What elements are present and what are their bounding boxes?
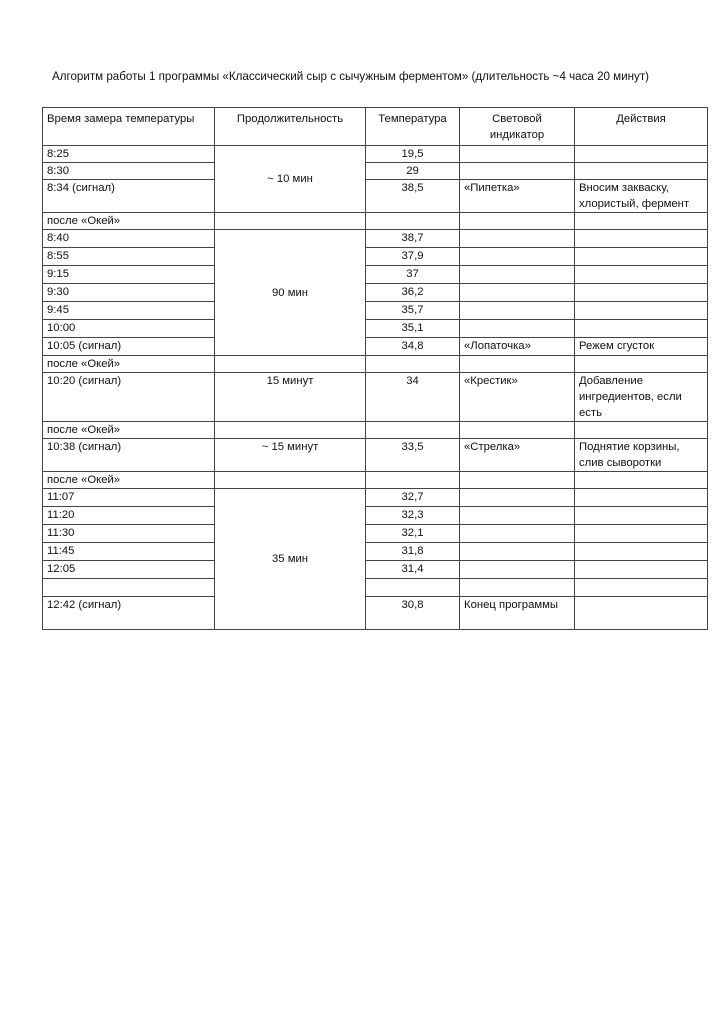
table-row xyxy=(43,163,708,180)
table-row xyxy=(43,561,708,579)
cell-temp: 38,7 xyxy=(366,230,460,248)
cell-temp xyxy=(366,422,460,439)
cell-duration: 90 мин xyxy=(215,230,366,356)
cell-temp: 35,1 xyxy=(366,320,460,338)
cell-time: 10:20 (сигнал) xyxy=(43,373,215,422)
cell-duration-empty xyxy=(215,356,366,373)
cell-temp: 34 xyxy=(366,373,460,422)
cell-temp: 32,3 xyxy=(366,507,460,525)
cell-temp: 36,2 xyxy=(366,284,460,302)
cell-temp: 34,8 xyxy=(366,338,460,356)
cell-time: 8:25 xyxy=(43,146,215,163)
cell-indicator xyxy=(460,356,575,373)
cell-temp xyxy=(366,356,460,373)
cell-indicator: Конец программы xyxy=(460,597,575,630)
cell-action xyxy=(575,561,708,579)
table-row xyxy=(43,230,708,248)
cell-time: 11:07 xyxy=(43,489,215,507)
cell-temp: 19,5 xyxy=(366,146,460,163)
table-header-row xyxy=(43,108,708,146)
cell-action xyxy=(575,248,708,266)
table-row xyxy=(43,422,708,439)
table-row xyxy=(43,439,708,472)
cell-action xyxy=(575,579,708,597)
cell-temp: 35,7 xyxy=(366,302,460,320)
cell-action: Режем сгусток xyxy=(575,338,708,356)
cell-time: после «Окей» xyxy=(43,213,215,230)
cell-indicator xyxy=(460,146,575,163)
header-duration: Продолжительность xyxy=(215,108,366,146)
cell-action xyxy=(575,146,708,163)
table-row xyxy=(43,213,708,230)
table-row xyxy=(43,302,708,320)
cell-action xyxy=(575,230,708,248)
cell-action xyxy=(575,302,708,320)
cell-time: 8:55 xyxy=(43,248,215,266)
cell-indicator xyxy=(460,284,575,302)
cell-duration: 15 минут xyxy=(215,373,366,422)
cell-temp: 32,1 xyxy=(366,525,460,543)
cell-indicator xyxy=(460,525,575,543)
table-row xyxy=(43,320,708,338)
cell-time: 9:30 xyxy=(43,284,215,302)
cell-action xyxy=(575,525,708,543)
header-indicator: Световой индикатор xyxy=(460,108,575,146)
cell-indicator xyxy=(460,472,575,489)
cell-indicator xyxy=(460,489,575,507)
cell-indicator xyxy=(460,163,575,180)
cell-indicator: «Лопаточка» xyxy=(460,338,575,356)
header-actions: Действия xyxy=(575,108,708,146)
cell-duration: ~ 15 минут xyxy=(215,439,366,472)
cell-action: Поднятие корзины, слив сыворотки xyxy=(575,439,708,472)
cell-action xyxy=(575,543,708,561)
cell-temp: 31,4 xyxy=(366,561,460,579)
table-row xyxy=(43,489,708,507)
cell-time: 11:45 xyxy=(43,543,215,561)
cell-duration-empty xyxy=(215,472,366,489)
table-row xyxy=(43,266,708,284)
cell-action xyxy=(575,356,708,373)
cell-action xyxy=(575,489,708,507)
cell-time: после «Окей» xyxy=(43,472,215,489)
cell-temp xyxy=(366,579,460,597)
table-row xyxy=(43,248,708,266)
cell-indicator xyxy=(460,422,575,439)
cell-duration-empty xyxy=(215,213,366,230)
cell-indicator: «Стрелка» xyxy=(460,439,575,472)
cell-indicator xyxy=(460,320,575,338)
table-row xyxy=(43,338,708,356)
cell-time: 8:34 (сигнал) xyxy=(43,180,215,213)
cell-action xyxy=(575,266,708,284)
cell-temp: 37 xyxy=(366,266,460,284)
cell-indicator xyxy=(460,213,575,230)
header-time: Время замера температуры xyxy=(43,108,215,146)
cell-temp: 31,8 xyxy=(366,543,460,561)
cell-indicator xyxy=(460,248,575,266)
cell-action xyxy=(575,507,708,525)
cell-time: 12:05 xyxy=(43,561,215,579)
cell-indicator xyxy=(460,266,575,284)
cell-time: 8:30 xyxy=(43,163,215,180)
cell-time: 10:38 (сигнал) xyxy=(43,439,215,472)
cell-action xyxy=(575,422,708,439)
cell-time xyxy=(43,579,215,597)
cell-action xyxy=(575,320,708,338)
cell-action: Добавление ингредиентов, если есть xyxy=(575,373,708,422)
cell-temp: 33,5 xyxy=(366,439,460,472)
table-row xyxy=(43,284,708,302)
cell-time: 12:42 (сигнал) xyxy=(43,597,215,630)
cell-indicator: «Пипетка» xyxy=(460,180,575,213)
cell-temp: 29 xyxy=(366,163,460,180)
cell-action xyxy=(575,597,708,630)
cell-indicator xyxy=(460,561,575,579)
page-title: Алгоритм работы 1 программы «Классический сыр с сычужным ферментом» (длительность ~4 часа 20 минут) xyxy=(52,70,649,83)
table-row xyxy=(43,356,708,373)
cell-time: 10:00 xyxy=(43,320,215,338)
cell-indicator xyxy=(460,507,575,525)
cell-temp xyxy=(366,472,460,489)
cell-action xyxy=(575,472,708,489)
cell-duration: ~ 10 мин xyxy=(215,146,366,213)
table-row xyxy=(43,146,708,163)
cell-temp: 30,8 xyxy=(366,597,460,630)
cell-indicator xyxy=(460,230,575,248)
table-row xyxy=(43,525,708,543)
cell-indicator xyxy=(460,302,575,320)
table-row xyxy=(43,472,708,489)
cell-action xyxy=(575,163,708,180)
table-row xyxy=(43,507,708,525)
program-table xyxy=(42,107,708,630)
table-row xyxy=(43,597,708,630)
cell-action: Вносим закваску, хлористый, фермент xyxy=(575,180,708,213)
cell-temp xyxy=(366,213,460,230)
header-temperature: Температура xyxy=(366,108,460,146)
cell-time: после «Окей» xyxy=(43,422,215,439)
cell-duration-empty xyxy=(215,422,366,439)
cell-time: 9:45 xyxy=(43,302,215,320)
table-row xyxy=(43,543,708,561)
cell-indicator xyxy=(460,579,575,597)
cell-time: 11:20 xyxy=(43,507,215,525)
cell-time: 11:30 xyxy=(43,525,215,543)
cell-time: 9:15 xyxy=(43,266,215,284)
cell-time: после «Окей» xyxy=(43,356,215,373)
cell-action xyxy=(575,213,708,230)
cell-time: 10:05 (сигнал) xyxy=(43,338,215,356)
table-row xyxy=(43,579,708,597)
cell-action xyxy=(575,284,708,302)
cell-indicator: «Крестик» xyxy=(460,373,575,422)
cell-temp: 38,5 xyxy=(366,180,460,213)
cell-temp: 32,7 xyxy=(366,489,460,507)
table-row xyxy=(43,373,708,422)
table-row xyxy=(43,180,708,213)
cell-time: 8:40 xyxy=(43,230,215,248)
cell-temp: 37,9 xyxy=(366,248,460,266)
cell-indicator xyxy=(460,543,575,561)
cell-duration: 35 мин xyxy=(215,489,366,630)
